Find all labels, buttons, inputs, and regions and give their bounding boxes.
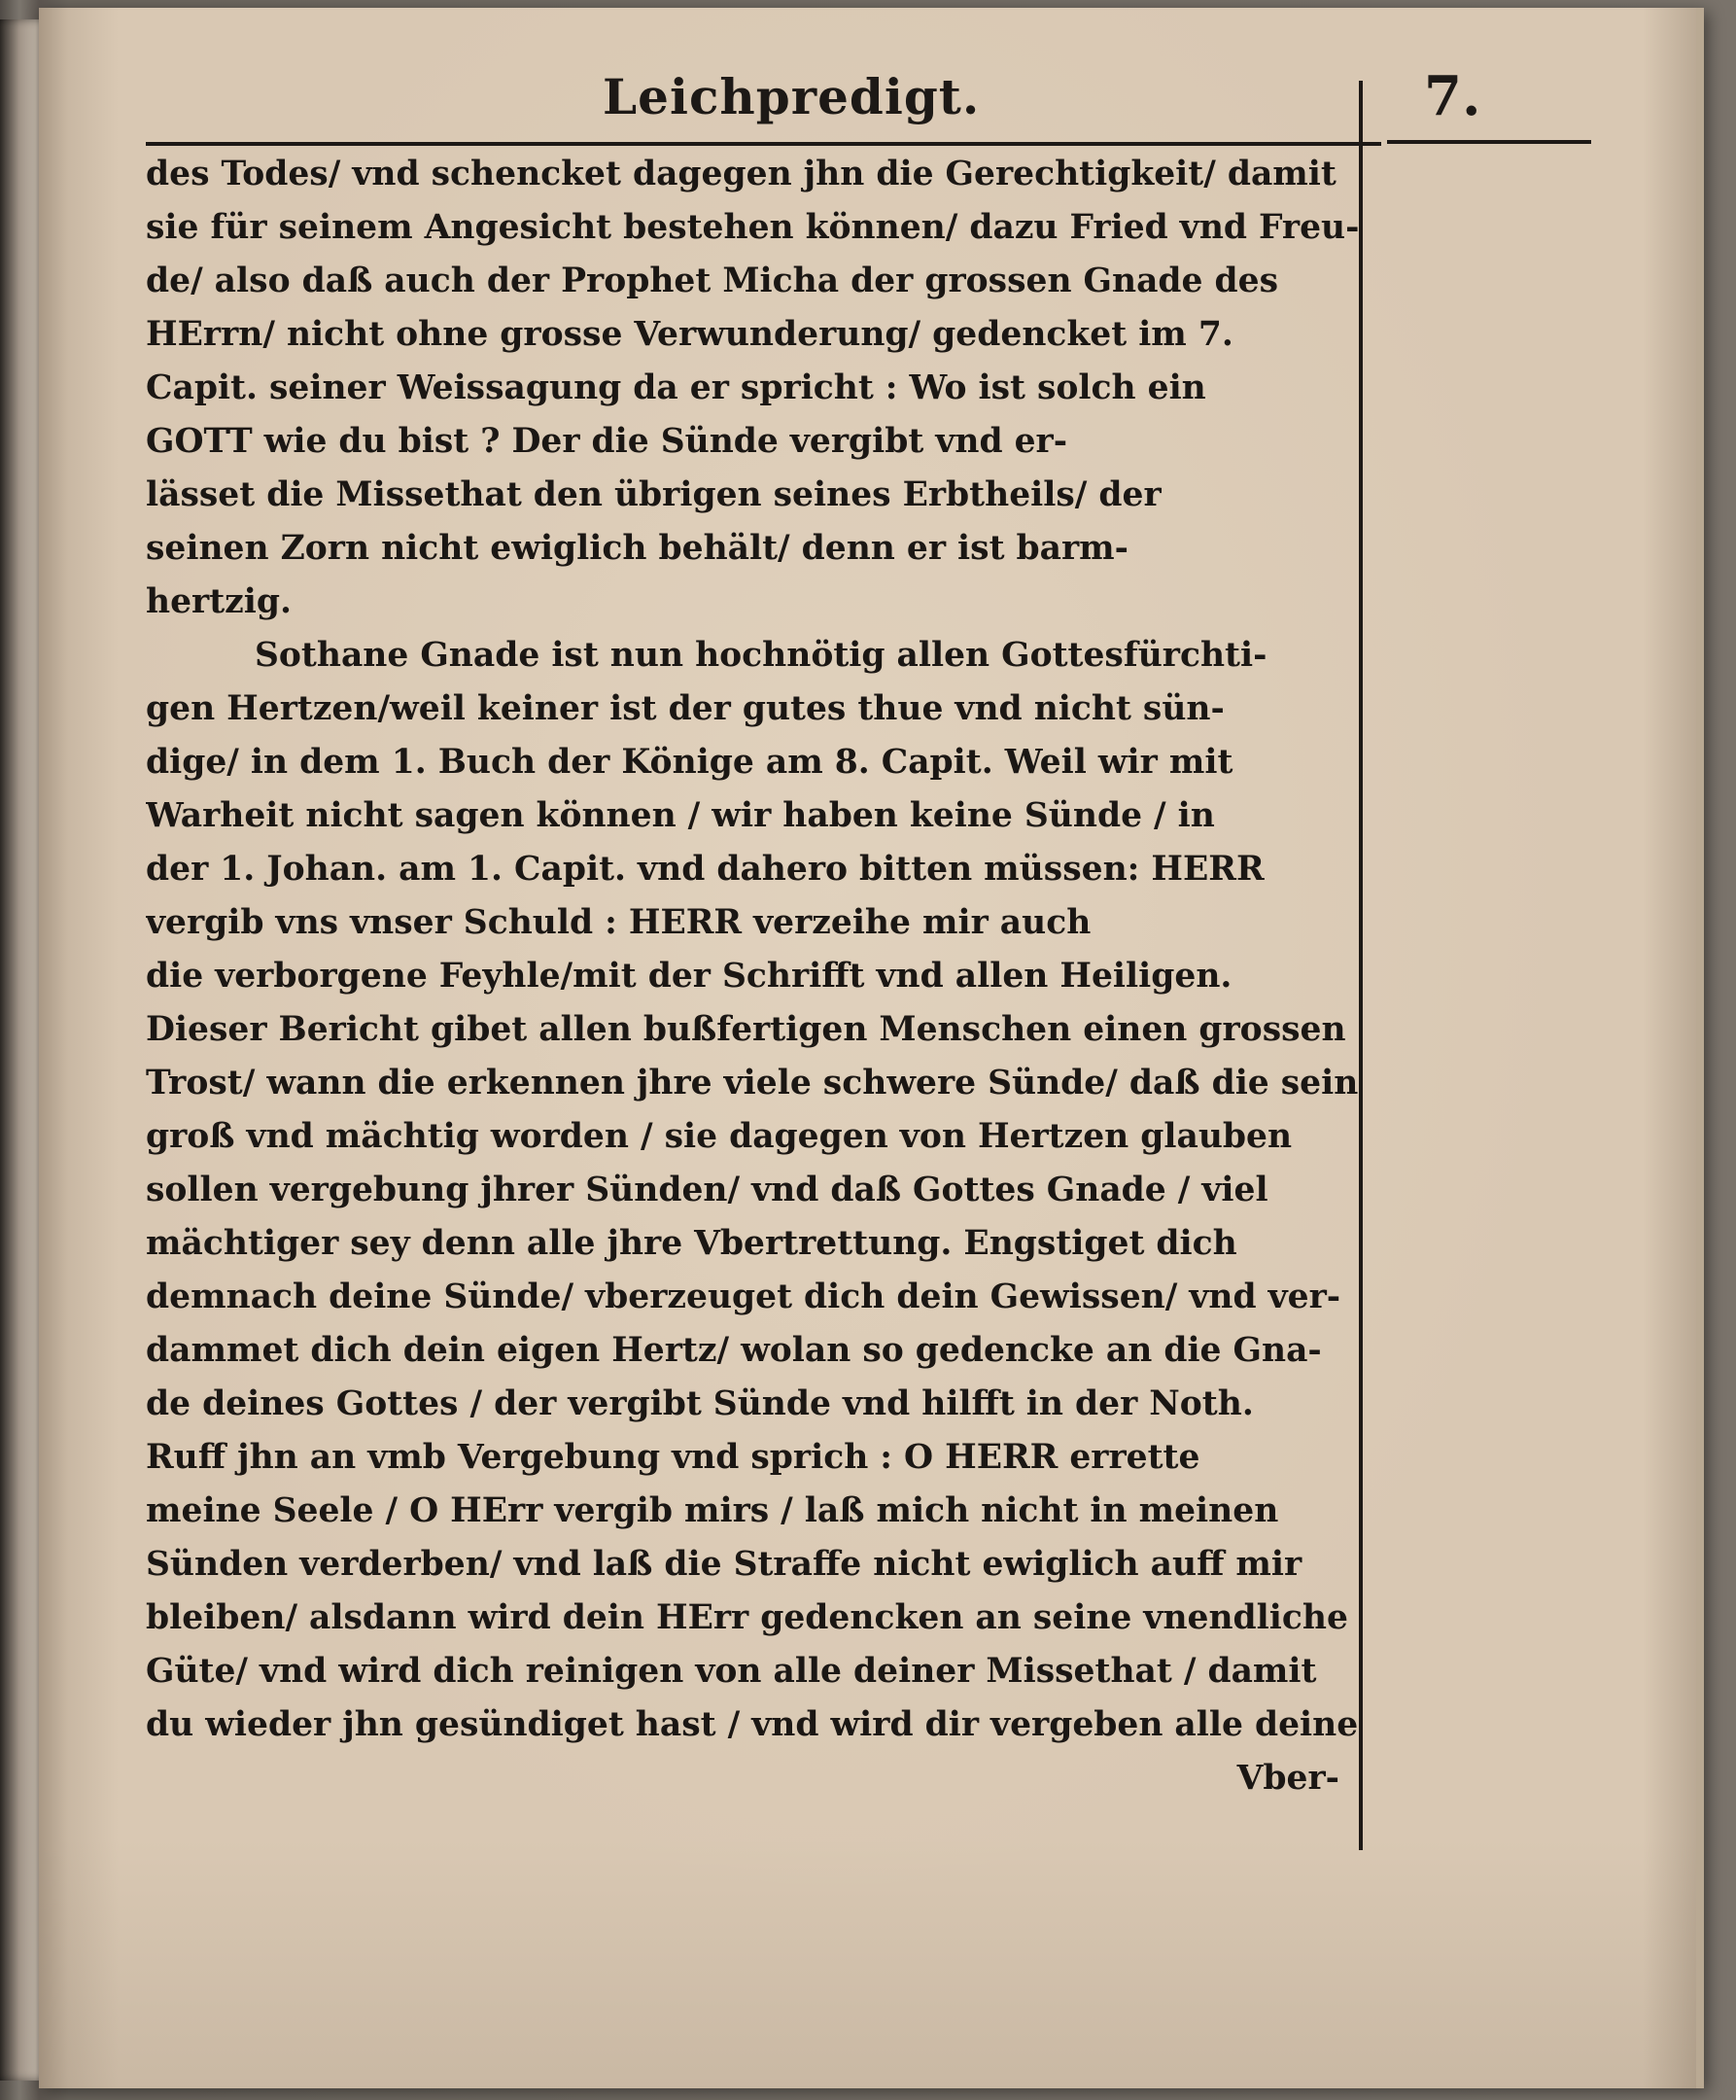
text-line: die verborgene Feyhle/mit der Schrifft vnd allen Heiligen. [146, 957, 1233, 996]
text-line: gen Hertzen/weil keiner ist der gutes thue vnd nicht sün- [146, 689, 1225, 728]
text-line: du wieder jhn gesündiget hast / vnd wird dir vergeben alle deine [146, 1705, 1359, 1744]
text-line: hertzig. [146, 582, 292, 621]
text-line: vergib vns vnser Schuld : HERR verzeihe mir auch [146, 903, 1092, 942]
text-line: Dieser Bericht gibet allen bußfertigen Menschen einen grossen [146, 1010, 1346, 1049]
page-number: 7. [1424, 64, 1481, 128]
body-text [146, 148, 1361, 1805]
text-line: seinen Zorn nicht ewiglich behält/ denn er ist barm- [146, 529, 1128, 568]
text-line: dige/ in dem 1. Buch der Könige am 8. Capit. Weil wir mit [146, 743, 1233, 782]
text-line: Capit. seiner Weissagung da er spricht : Wo ist solch ein [146, 368, 1206, 407]
running-head: Leichpredigt. [603, 68, 981, 125]
page-edge-shadow [1643, 8, 1696, 2088]
text-line: meine Seele / O HErr vergib mirs / laß mich nicht in meinen [146, 1491, 1279, 1530]
text-line: Sünden verderben/ vnd laß die Straffe nicht ewiglich auff mir [146, 1545, 1302, 1584]
text-line: Trost/ wann die erkennen jhre viele schwere Sünde/ daß die sein [146, 1064, 1359, 1102]
text-line: der 1. Johan. am 1. Capit. vnd dahero bitten müssen: HERR [146, 850, 1265, 889]
text-line: bleiben/ alsdann wird dein HErr gedencken an seine vnendliche [146, 1598, 1348, 1637]
text-line: sie für seinem Angesicht bestehen können/ dazu Fried vnd Freu- [146, 208, 1360, 247]
text-line: GOTT wie du bist ? Der die Sünde vergibt vnd er- [146, 422, 1068, 461]
header-rule [146, 142, 1381, 146]
text-line: Warheit nicht sagen können / wir haben keine Sünde / in [146, 796, 1215, 835]
text-line: mächtiger sey denn alle jhre Vbertrettung. Engstiget dich [146, 1224, 1237, 1263]
text-line: de deines Gottes / der vergibt Sünde vnd hilfft in der Noth. [146, 1384, 1254, 1423]
page-number-rule [1387, 140, 1591, 144]
text-line: lässet die Missethat den übrigen seines Erbtheils/ der [146, 475, 1162, 514]
book-page [39, 8, 1704, 2088]
text-line: Ruff jhn an vmb Vergebung vnd sprich : O HERR errette [146, 1438, 1200, 1477]
text-line: groß vnd mächtig worden / sie dagegen von Hertzen glauben [146, 1117, 1293, 1156]
text-line: HErrn/ nicht ohne grosse Verwunderung/ gedencket im 7. [146, 315, 1233, 354]
text-line: de/ also daß auch der Prophet Micha der grossen Gnade des [146, 262, 1279, 300]
text-line: demnach deine Sünde/ vberzeuget dich dein Gewissen/ vnd ver- [146, 1278, 1341, 1316]
text-line: des Todes/ vnd schencket dagegen jhn die Gerechtigkeit/ damit [146, 155, 1337, 193]
catchword: Vber- [1236, 1759, 1339, 1798]
paragraph-start-line: Sothane Gnade ist nun hochnötig allen Gottesfürchti- [255, 636, 1267, 675]
text-line: sollen vergebung jhrer Sünden/ vnd daß Gottes Gnade / viel [146, 1171, 1268, 1209]
text-line: Güte/ vnd wird dich reinigen von alle deiner Missethat / damit [146, 1652, 1317, 1691]
text-line: dammet dich dein eigen Hertz/ wolan so gedencke an die Gna- [146, 1331, 1322, 1370]
